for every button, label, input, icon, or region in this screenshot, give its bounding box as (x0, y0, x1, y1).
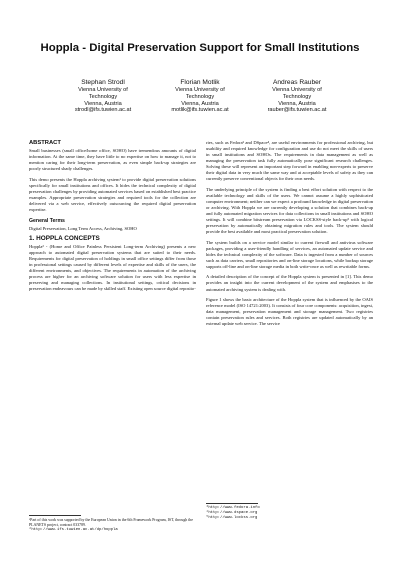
author-affiliation: Technology (88, 93, 118, 100)
footnote-rule (206, 503, 258, 504)
general-terms-text: Digital Preservation, Long Term Access, Archiving, SOHO (29, 225, 137, 231)
body-paragraph: Hoppla² - (Home and Office Painless Persistent Long-term Archiving) presents a new approach to automated digital preservation systems that are suited to their needs. Requirements for digital preservation of holdings in small office settings differ from those in professional settings caused by different levels of expertise and skills of the users, the different environments, and objectives. The requirements in automation of the archiving process are higher for an archiving software solution for users with less expertise in preserving and managing collections. In institutional settings, critical decisions in preservation endeavours can be made by skilled staff. Existing open source digital reposito- (29, 244, 196, 292)
abstract-heading: ABSTRACT (29, 140, 61, 146)
author-city: Vienna, Austria (181, 100, 219, 107)
paper-title: Hoppla - Digital Preservation Support for Small Institutions (40, 42, 360, 54)
body-paragraph: The underlying principle of the system is finding a best effort solution with respect to the available technology and skills of the users. We cannot assume a highly sophisticated computer environment; neither can we expect a profound knowledge in digital preservation or archiving. With Hoppla we are currently developing a solution that combines back-up and fully automated migration services for data collections in small institutions and SOHO settings. It will combine bitstream preservation via LOCKSS-style back-up⁵ with logical preservation by automatically obtaining migration rules and tools. The system should provide the best available and most practical preservation solution. (206, 186, 373, 235)
footnote-link[interactable]: ²http://www.ifs.tuwien.ac.at/dp/hoppla (29, 528, 118, 532)
general-terms-heading: General Terms (29, 217, 65, 224)
author-email[interactable]: rauber@ifs.tuwien.ac.at (267, 107, 327, 114)
right-column (206, 140, 373, 332)
author-email[interactable]: strodl@ifs.tuwien.ac.at (74, 107, 132, 114)
author-affiliation: Technology (282, 93, 312, 100)
abstract-paragraph: This demo presents the Hoppla archiving system¹ to provide digital preservation solutions specifically for small institutions and offices. It hides the technical complexity of digital preservation challenges by providing automated services based on established best practice examples. Appropriate preservation strategies and required tools for the collection are delivered via a web service, effectively outsourcing the required digital preservation expertise. (29, 176, 196, 212)
body-paragraph: A detailed description of the concept of the Hoppla system is presented in [1]. This demo provides an insight into the current development of the system and emphasises to the automated archiving system is dealing with. (206, 274, 373, 292)
footnote: ¹Part of this work was supported by the European Union in the 6th Framework Program, IST, through the PLANETS project, contract 033789. (29, 518, 193, 527)
author-affiliation: Vienna University of (272, 87, 322, 93)
author-name: Andreas Rauber (272, 79, 322, 86)
body-paragraph: ries, such as Fedora³ and DSpace⁴, are useful environments for professional archiving, but usability and required knowledge for configuration and use do not meet the skills of users in small institutions and SOHOs. The requirements in data management as well as managing the preservation task fully automatically pose significant research challenges. Solving these will represent an important step forward in enabling non-experts to preserve their digital data in very much the same way and at acceptable levels of safety as they can currently preserve conventional objects for their own needs. (206, 140, 373, 182)
footnote-link[interactable]: ³http://www.fedora.info (206, 506, 260, 510)
abstract-paragraph: Small businesses (small office/home office, SOHO) have tremendous amounts of digital information. At the same time, they have little to no expertise on how to manage it, not to mention caring for their long-term preservation, as even simple back-up strategies are poorly structured shady challenges. (29, 148, 196, 172)
body-paragraph: Figure 1 shows the basic architecture of the Hoppla system that is influenced by the OAIS reference model (ISO 14721:2003). It consists of four core components: acquisition, ingest, data management, preservation management and storage management. Two registries contain preservation rules and services. Both registries are updated automatically by an external update web service. The service (206, 297, 373, 327)
author-affiliation: Vienna University of (175, 87, 225, 93)
footnotes-left (29, 512, 196, 533)
author-email[interactable]: motlik@ifs.tuwien.ac.at (171, 107, 229, 114)
author-city: Vienna, Austria (278, 100, 316, 107)
author-affiliation: Vienna University of (78, 87, 128, 93)
author-name: Florian Motlik (180, 79, 220, 86)
author-name: Stephan Strodl (81, 79, 125, 86)
author-city: Vienna, Austria (84, 100, 122, 107)
footnote-rule (29, 515, 81, 516)
author-block (238, 78, 356, 114)
footnote-link[interactable]: ⁵http://www.lockss.org (206, 516, 258, 520)
section-heading: 1. HOPPLA CONCEPTS (29, 235, 100, 243)
body-paragraph: The system builds on a service model similar to current firewall and antivirus software packages, providing a user-friendly handling of services, an automated update service and hides the technical complexity of the software. Data is ingested from a number of sources such as data carriers, small repositories and on-line storage locations, while backup storage supports off-line and on-line storage media in both write-once as well as rewritable forms. (206, 239, 373, 269)
author-affiliation: Technology (185, 93, 215, 100)
footnotes-right (206, 500, 373, 521)
left-column (29, 140, 196, 297)
footnote-link[interactable]: ⁴http://www.dspace.org (206, 511, 258, 515)
